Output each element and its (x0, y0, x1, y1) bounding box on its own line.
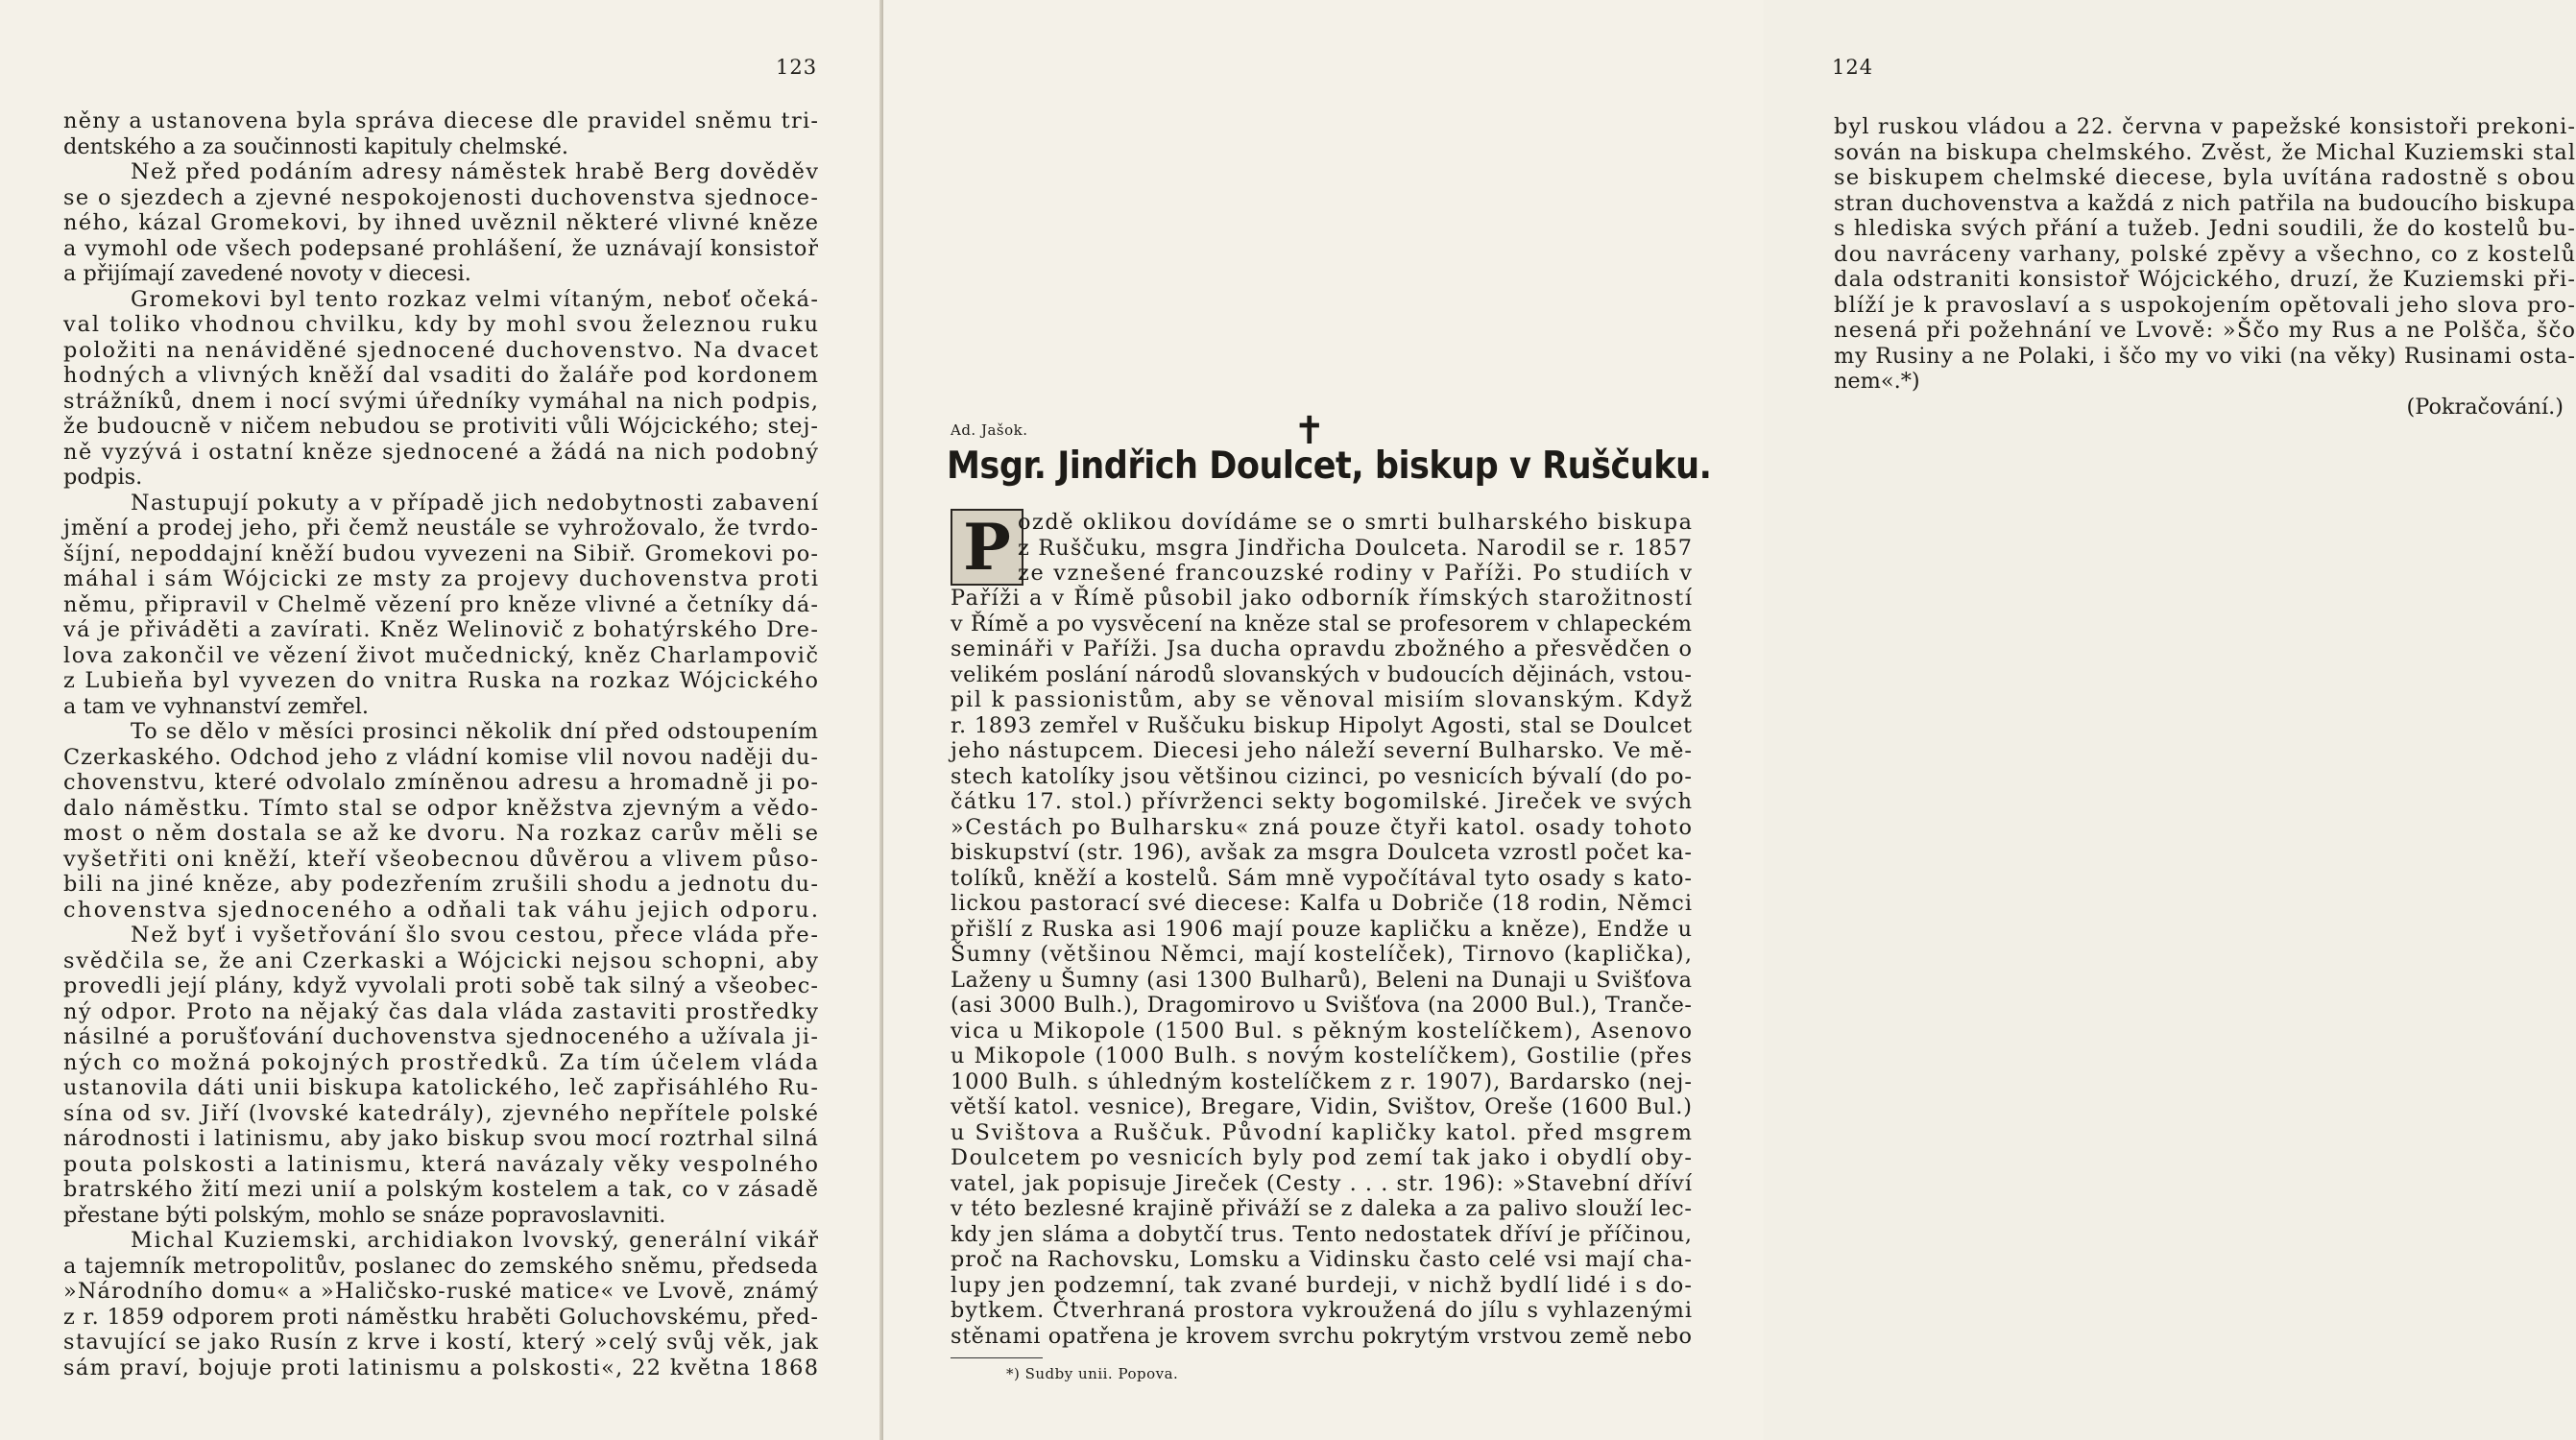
text-line: lova zakončil ve vězení život mučednický, kněz Charlampovič (63, 642, 820, 668)
text-line: stavující se jako Rusín z krve i kostí, který »celý svůj věk, jak (63, 1330, 820, 1355)
text-line: z Lubieňa byl vyvezen do vnitra Ruska na rozkaz Wójcického (63, 668, 820, 693)
text-line: větší katol. vesnice), Bregare, Vidin, Svištov, Oreše (1600 Bul.) (951, 1094, 1693, 1119)
text-line: biskupství (str. 196), avšak za msgra Doulceta vzrostl počet ka- (951, 840, 1693, 865)
text-line: něny a ustanovena byla správa diecese dle pravidel sněmu tri- (63, 108, 820, 133)
decorative-initial: P (951, 509, 1023, 586)
text-line: val toliko vhodnou chvilku, kdy by mohl svou železnou ruku (63, 312, 820, 337)
text-line: se o sjezdech a zjevné nespokojenosti duchovenstva sjednoce- (63, 184, 820, 210)
text-line: podpis. (63, 465, 143, 490)
text-line: a přijímají zavedené novoty v diecesi. (63, 261, 471, 286)
text-line: ný odpor. Proto na nějaký čas dala vláda zastaviti prostředky (63, 998, 820, 1024)
text-line: Než byť i vyšetřování šlo svou cestou, přece vláda pře- (131, 923, 820, 948)
text-line: přišlí z Ruska asi 1906 mají pouze kapličku a kněze), Endže u (951, 916, 1694, 942)
text-line: a tajemník metropolitův, poslanec do zemského sněmu, předseda (63, 1253, 819, 1279)
text-line: velikém poslání národů slovanských v budoucích dějinách, vstou- (951, 661, 1693, 687)
text-line: u Svištova a Ruščuk. Původní kapličky katol. před msgrem (951, 1119, 1694, 1145)
page-number: 123 (776, 56, 818, 79)
text-line: čátku 17. stol.) přívrženci sekty bogomilské. Jireček ve svých (951, 789, 1694, 814)
text-line: stran duchovenstva a každá z nich patřila na budoucího biskupa (1834, 190, 2576, 216)
text-line: proč na Rachovsku, Lomsku a Vidinsku často celé vsi mají cha- (951, 1247, 1693, 1272)
article-body (951, 586, 1692, 1349)
text-line: (asi 3000 Bulh.), Dragomirovo u Svišťova (na 2000 Bul.), Trančе- (951, 993, 1693, 1018)
text-line: lickou pastorací své diecese: Kalfa u Dobriče (18 rodin, Němci (951, 891, 1694, 916)
left-page (0, 0, 883, 1440)
text-line: v Římě a po vysvěcení na kněze stal se profesorem v chlapeckém (951, 611, 1693, 636)
text-line: Než před podáním adresy náměstek hrabě Berg dověděv (131, 159, 820, 184)
text-line: stěnami opatřena je krovem svrchu pokrytým vrstvou země nebo (951, 1323, 1693, 1349)
text-line: semináři v Paříži. Jsa ducha opravdu zbožného a přesvědčen o (951, 636, 1694, 661)
text-line: ozdě oklikou dovídáme se o smrti bulharského biskupa (1018, 510, 1694, 535)
text-line: chovenstvu, které odvolalo zmíněnou adresu a hromadně ji po- (63, 770, 820, 795)
text-line: jeho nástupcem. Diecesi jeho náleží severní Bulharsko. Ve mě- (951, 738, 1694, 763)
page-number: 124 (1832, 56, 1874, 79)
text-line: Laženy u Šumny (asi 1300 Bulharů), Beleni na Dunaji u Svišťova (951, 967, 1693, 993)
text-line: vá je přiváděti a zavírati. Kněz Welinovič z bohatýrského Dre- (63, 617, 820, 642)
text-line: národnosti i latinismu, aby jako biskup svou mocí roztrhal silná (63, 1126, 820, 1151)
text-line: a tam ve vyhnanství zemřel. (63, 693, 370, 719)
left-page-text (63, 108, 821, 1380)
text-line: hodných a vlivných kněží dal vsaditi do žaláře pod kordonem (63, 363, 820, 388)
text-line: 1000 Bulh. s úhledným kostelíčkem z r. 1907), Bardarsko (nej- (951, 1068, 1694, 1094)
text-line: ně vyzývá i ostatní kněze sjednocené a žádá na nich podobný (63, 439, 820, 465)
text-line: bytkem. Čtverhraná prostora vykroužená do jílu s vyhlazenými (951, 1298, 1694, 1323)
text-line: bili na jiné kněze, aby podezřením zrušili shodu a jednotu du- (63, 872, 820, 897)
text-line: dala odstraniti konsistoř Wójcického, druzí, že Kuziemski při- (1834, 267, 2576, 292)
text-line: ného, kázal Gromekovi, by ihned uvěznil některé vlivné kněze (63, 210, 820, 235)
text-line: r. 1893 zemřel v Ruščuku biskup Hipolyt Agosti, stal se Doulcet (951, 712, 1693, 738)
text-line: dalo náměstku. Tímto stal se odpor kněžstva zjevným a vědo- (63, 795, 820, 821)
article-opening-lines (1018, 510, 1692, 587)
text-line: bratrského žití mezi unií a polským kostelem a tak, co v zásadě (63, 1177, 820, 1202)
text-line: Doulcetem po vesnicích byly pod zemí tak jako i obydlí oby- (951, 1145, 1694, 1170)
text-line: strážníků, dnem i nocí svými úředníky vymáhal na nich podpis, (63, 388, 820, 414)
text-line: u Mikopole (1000 Bulh. s novým kostelíčkem), Gostilie (přes (951, 1044, 1694, 1068)
right-page-continued-text (1834, 114, 2575, 420)
text-line: sován na biskupa chelmského. Zvěst, že Michal Kuziemski stal (1834, 139, 2576, 165)
text-line: vica u Mikopole (1500 Bul. s pěkným kostelíčkem), Asenovo (951, 1018, 1694, 1044)
footnote: *) Sudby unii. Popova. (1006, 1365, 1179, 1382)
text-line: pil k passionistům, aby se věnoval misiím slovanským. Když (951, 687, 1694, 712)
text-line: že budoucně v ničem nebudou se protiviti vůli Wójcického; stej- (63, 414, 820, 439)
text-line: jmění a prodej jeho, při čemž neustále se vyhrožovalo, že tvrdo- (63, 516, 819, 540)
text-line: Gromekovi byl tento rozkaz velmi vítaným, neboť očeká- (131, 286, 820, 312)
text-line: Nastupují pokuty a v případě jich nedobytnosti zabavení (131, 490, 820, 516)
text-line: dou navráceny varhany, polské zpěvy a všechno, co z kostelů (1834, 241, 2576, 267)
text-line: šíjní, nepoddajní kněží budou vyvezeni na Sibiř. Gromekovi po- (63, 540, 820, 566)
text-line: v této bezlesné krajině přiváží se z daleka a za palivo slouží lec- (951, 1196, 1693, 1221)
text-line: ných co možná pokojných prostředků. Za tím účelem vláda (63, 1049, 821, 1075)
text-line: provedli její plány, když vyvolali proti sobě tak silný a všeobec- (63, 973, 820, 998)
text-line: sína od sv. Jiří (lvovské katedrály), zjevného nepřítele polské (63, 1100, 820, 1126)
text-line: blíží je k pravoslaví a s uspokojením opětovali jeho slova pro- (1834, 292, 2576, 318)
text-line: z Ruščuku, msgra Jindřicha Doulceta. Narodil se r. 1857 (1018, 535, 1694, 561)
text-line: byl ruskou vládou a 22. června v papežské konsistoři prekoni- (1834, 114, 2576, 139)
text-line: tolíků, kněží a kostelů. Sám mně vypočítával tyto osady s kato- (951, 865, 1693, 891)
text-line: nem«.*) (1834, 369, 1920, 394)
text-line: pouta polskosti a latinismu, která navázaly věky vespolného (63, 1151, 820, 1177)
text-line: most o něm dostala se až ke dvoru. Na rozkaz carův měli se (63, 821, 820, 846)
text-line: položiti na nenáviděné sjednocené duchovenstvo. Na dvacet (63, 337, 820, 363)
text-line: »Cestách po Bulharsku« zná pouze čtyři katol. osady tohoto (951, 814, 1694, 840)
text-line: přestane býti polským, mohlo se snáze popravoslavniti. (63, 1202, 666, 1228)
text-line: ustanovila dáti unii biskupa katolického, leč zapřisáhlého Ru- (63, 1075, 820, 1100)
text-line: násilné a porušťování duchovenstva sjednoceného a užívala ji- (63, 1024, 820, 1049)
text-line: a vymohl ode všech podepsané prohlášení, že uznávají konsistoř (63, 235, 819, 261)
text-line: ze vznešené francouzské rodiny v Paříži. Po studiích v (1018, 561, 1694, 586)
text-line: kdy jen sláma a dobytčí trus. Tento nedostatek dříví je příčinou, (951, 1221, 1693, 1247)
article-title: Msgr. Jindřich Doulcet, biskup v Ruščuku. (947, 444, 1712, 488)
text-line: se biskupem chelmské diecese, byla uvítána radostně s obou (1834, 165, 2576, 190)
text-line: To se dělo v měsíci prosinci několik dní před odstoupením (131, 719, 820, 744)
text-line: s hlediska svých přání a tužeb. Jedni soudili, že do kostelů bu- (1834, 216, 2576, 241)
text-line: z r. 1859 odporem proti náměstku hraběti Goluchovskému, před- (63, 1304, 819, 1330)
text-line: Czerkaského. Odchod jeho z vládní komise vlil novou naději du- (63, 744, 820, 770)
text-line: my Rusiny a ne Polaki, i ščo my vo viki (na věky) Rusinami osta- (1834, 343, 2576, 369)
text-line: máhal i sám Wójcicki ze msty za projevy duchovenstva proti (63, 566, 820, 591)
text-line: Michal Kuziemski, archidiakon lvovský, generální vikář (131, 1228, 820, 1253)
text-line: vyšetřiti oni kněží, kteří všeobecnou důvěrou a vlivem půso- (63, 846, 820, 872)
text-line: Šumny (většinou Němci, mají kostelíček), Tirnovo (kaplička), (951, 942, 1694, 967)
text-line: lupy jen podzemní, tak zvané burdeji, v nichž bydlí lidé i s do- (951, 1272, 1694, 1298)
text-line: »Národního domu« a »Haličsko-ruské matice« ve Lvově, známý (63, 1279, 820, 1304)
text-line: chovenstva sjednoceného a odňali tak váhu jejich odporu. (63, 897, 821, 923)
text-line: (Pokračování.) (2406, 394, 2564, 420)
author-credit: Ad. Jašok. (951, 421, 1028, 439)
cross-icon: ✝ (1293, 409, 1326, 453)
text-line: svědčila se, že ani Czerkaski a Wójcicki nejsou schopni, aby (63, 948, 820, 973)
text-line: stech katolíky jsou většinou cizinci, po vesnicích bývalí (do po- (951, 763, 1693, 789)
text-line: sám praví, bojuje proti latinismu a polskosti«, 22 května 1868 (63, 1355, 820, 1380)
text-line: vatel, jak popisuje Jireček (Cesty . . . str. 196): »Stavební dříví (951, 1170, 1694, 1196)
footnote-rule (951, 1357, 1043, 1358)
text-line: Paříži a v Římě působil jako odborník římských starožitností (951, 586, 1694, 611)
text-line: němu, připravil v Chelmě vězení pro kněze vlivné a četníky dá- (63, 591, 820, 617)
text-line: dentského a za součinnosti kapituly chelmské. (63, 133, 569, 159)
text-line: nesená při požehnání ve Lvově: »Ščo my Rus a ne Polšča, ščo (1834, 318, 2576, 343)
